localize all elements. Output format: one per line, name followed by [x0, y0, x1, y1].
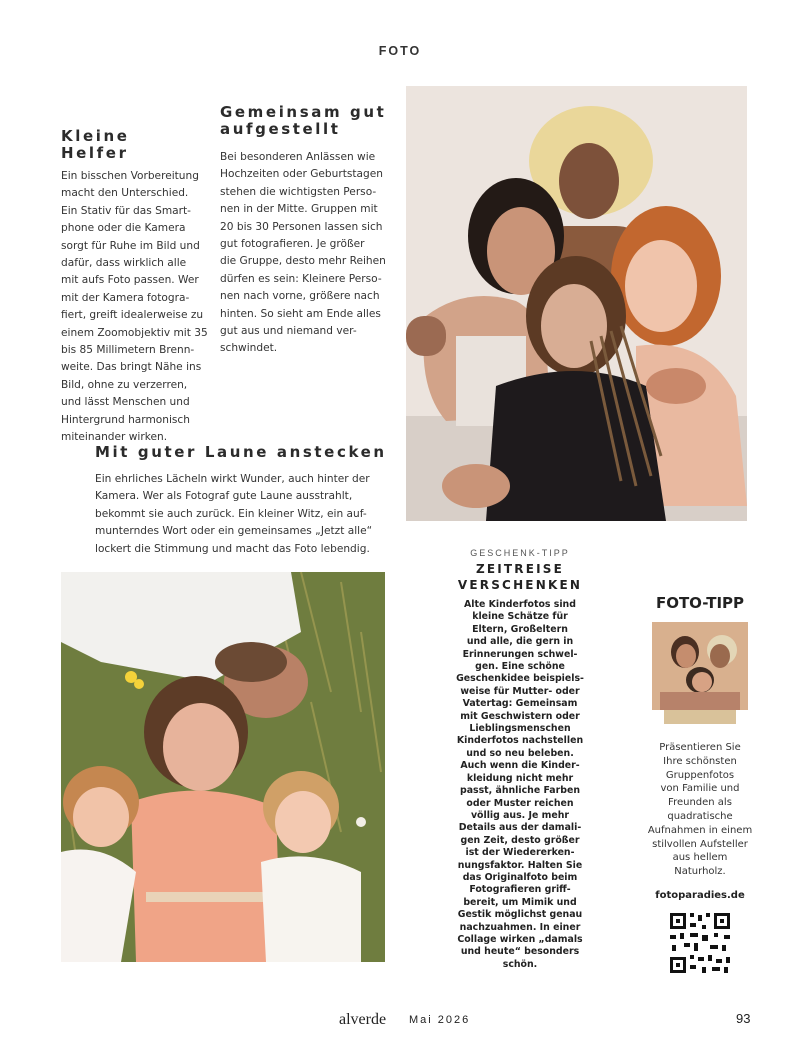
article-body: Ein bisschen Vorbereitung macht den Unterschied. Ein Stativ für das Smart- phone oder die Kamera sorgt für Ruhe im Bild und dafür, dass wirklich alle mit aufs Foto passen. Wer mit der Kamera fotogra- fiert, greift idealerweise zu einem Zoomobjektiv mit 35 bis 85 Millimetern Brenn- weite. Das bringt Nähe ins Bild, ohne zu verzerren, und lässt Menschen und Hintergrund harmonisch miteinander wirken.	[61, 170, 208, 444]
tip-body: Präsentieren Sie Ihre schönsten Gruppenfotos von Familie und Freunden als quadratische Aufnahmen in einem stilvollen Aufsteller aus hellem Naturholz.	[647, 742, 753, 878]
gift-kicker: GESCHENK-TIPP	[470, 548, 570, 558]
qr-code-icon[interactable]	[668, 911, 732, 975]
article-gemeinsam	[220, 104, 400, 358]
shop-link[interactable]: fotoparadies.de	[655, 889, 745, 901]
group-photo	[406, 86, 747, 521]
photo-stand-image	[650, 622, 750, 727]
article-body: Ein ehrliches Lächeln wirkt Wunder, auch hinter der Kamera. Wer als Fotograf gute Laune ausstrahlt, bekommt sie auch zurück. Ein kleiner Witz, ein auf- munterndes Wort oder ein gemeinsames „Jetzt alle“ lockert die Stimmung und macht das Foto lebendig.	[95, 473, 373, 555]
article-gute-laune	[95, 443, 395, 558]
footer-issue-date: Mai 2026	[409, 1014, 471, 1026]
page-number: 93	[736, 1011, 751, 1026]
section-label: FOTO	[378, 44, 422, 58]
article-title: Mit guter Laune anstecken	[95, 443, 387, 461]
article-title: Gemeinsam gut aufgestellt	[220, 103, 387, 138]
gift-title: ZEITREISE VERSCHENKEN	[457, 562, 583, 592]
photo-tip-box	[640, 594, 760, 975]
article-body: Bei besonderen Anlässen wie Hochzeiten oder Geburtstagen stehen die wichtigsten Perso- nen in der Mitte. Gruppen mit 20 bis 30 Personen lassen sich gut fotografieren. Je größer die Gruppe, desto mehr Reihen dürfen es sein: Kleinere Perso- nen nach vorne, größere nach hinten. So sieht am Ende alles gut aus und niemand ver- schwindet.	[220, 151, 386, 355]
article-kleine-helfer	[61, 128, 211, 447]
gift-tip-box	[440, 548, 600, 971]
article-title: Kleine Helfer	[61, 127, 130, 162]
gift-body: Alte Kinderfotos sind kleine Schätze für Eltern, Großeltern und alle, die gern in Erinnerungen schwel- gen. Eine schöne Geschenkidee beispiels- weise für Mutter- oder Vatertag: Gemeinsam mit Geschwistern oder Lieblingsmenschen Kinderfotos nachstellen und so neu beleben. Auch wenn die Kinder- kleidung nicht mehr passt, ähnliche Farben oder Muster reichen völlig aus. Je mehr Details aus der damali- gen Zeit, desto größer ist der Wiedererken- nungsfaktor. Halten Sie das Originalfoto beim Fotografieren griff- bereit, um Mimik und Gestik möglichst genau nachzuahmen. In einer Collage wirken „damals und heute“ besonders schön.	[456, 599, 584, 970]
tip-title: FOTO-TIPP	[655, 594, 745, 612]
footer-brand-logo: alverde	[339, 1011, 387, 1028]
family-photo	[61, 572, 385, 962]
